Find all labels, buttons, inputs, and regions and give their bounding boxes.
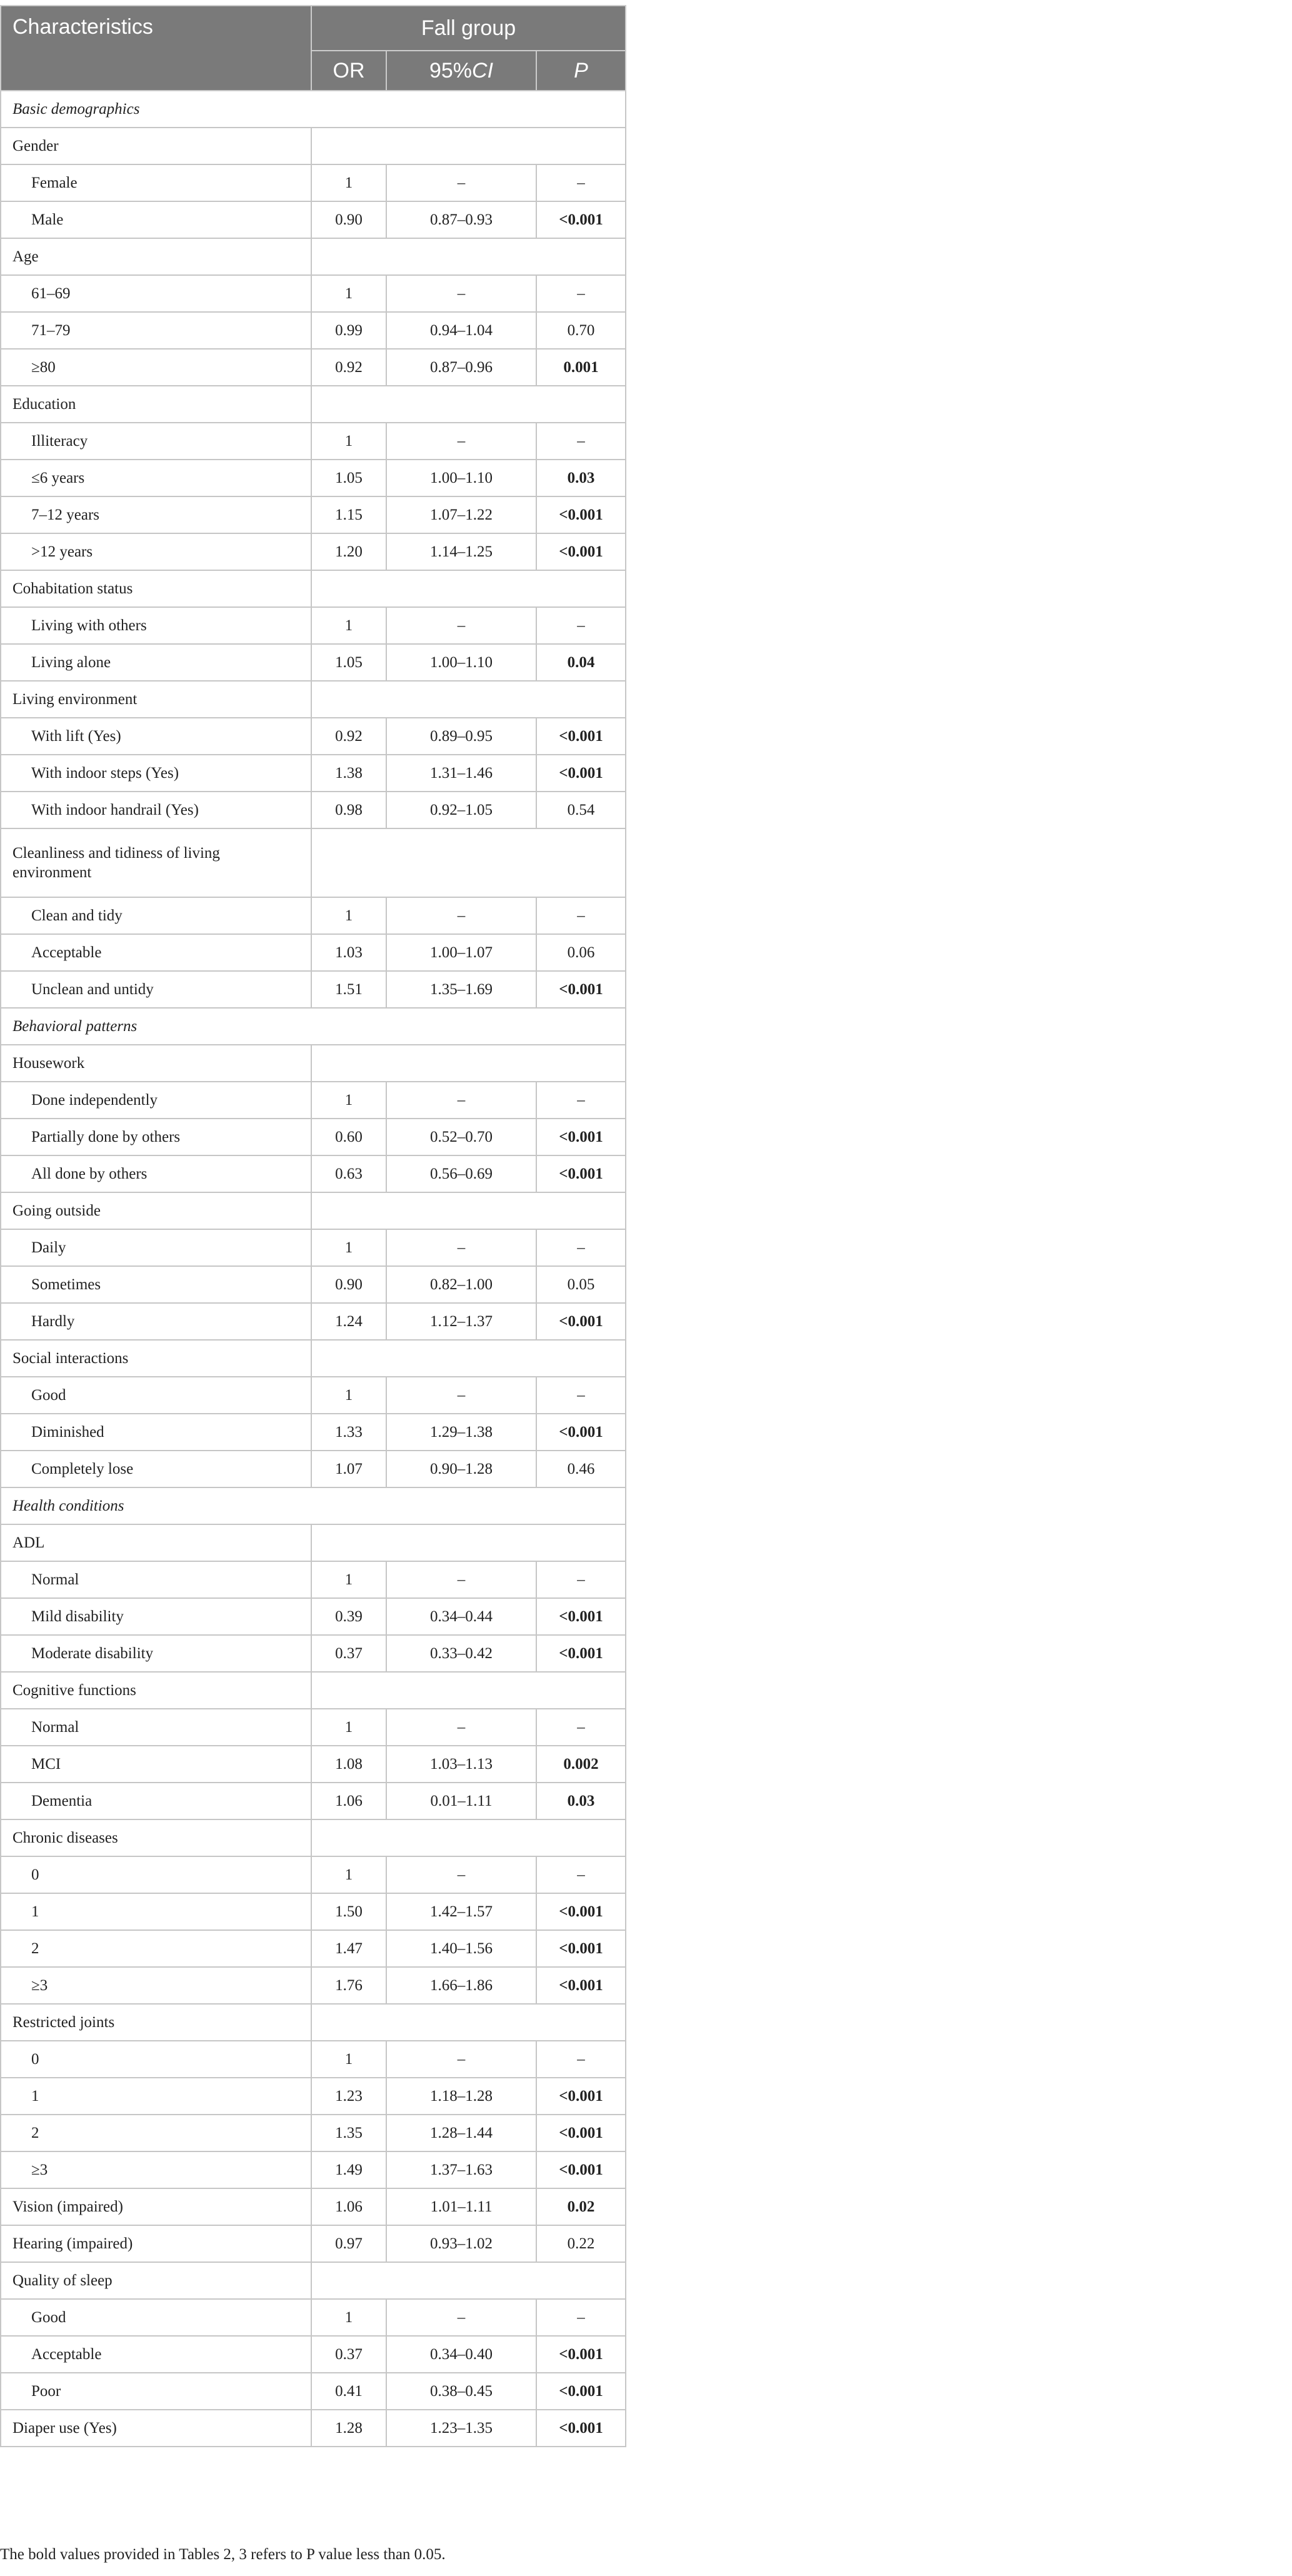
group-blank-cell xyxy=(311,2004,626,2041)
data-row xyxy=(1,1414,626,1451)
data-row xyxy=(1,2336,626,2373)
p-cell: <0.001 xyxy=(536,1635,626,1672)
data-row xyxy=(1,2373,626,2410)
group-row xyxy=(1,238,626,275)
ci-cell: – xyxy=(386,275,536,312)
p-cell: <0.001 xyxy=(536,1155,626,1192)
header-row-1 xyxy=(1,6,626,51)
row-label: 2 xyxy=(1,2115,311,2151)
ci-cell: 1.14–1.25 xyxy=(386,533,536,570)
ci-cell: 1.18–1.28 xyxy=(386,2078,536,2115)
group-blank-cell xyxy=(311,386,626,423)
or-cell: 1.49 xyxy=(311,2151,386,2188)
ci-cell: 0.34–0.44 xyxy=(386,1598,536,1635)
or-cell: 1 xyxy=(311,607,386,644)
or-cell: 1 xyxy=(311,164,386,201)
data-row xyxy=(1,312,626,349)
row-label: Dementia xyxy=(1,1783,311,1819)
data-row xyxy=(1,2041,626,2078)
row-label: Moderate disability xyxy=(1,1635,311,1672)
p-cell: – xyxy=(536,607,626,644)
row-label: Living with others xyxy=(1,607,311,644)
ci-cell: – xyxy=(386,2041,536,2078)
ci-cell: 1.23–1.35 xyxy=(386,2410,536,2447)
p-cell: – xyxy=(536,1856,626,1893)
row-label: 1 xyxy=(1,1893,311,1930)
or-cell: 1.05 xyxy=(311,644,386,681)
section-label: Basic demographics xyxy=(1,91,626,128)
row-label: Completely lose xyxy=(1,1451,311,1487)
ci-cell: 0.90–1.28 xyxy=(386,1451,536,1487)
group-blank-cell xyxy=(311,570,626,607)
data-row xyxy=(1,496,626,533)
results-table-container xyxy=(0,5,625,2447)
group-row xyxy=(1,1524,626,1561)
p-cell: <0.001 xyxy=(536,1119,626,1155)
row-label: Done independently xyxy=(1,1082,311,1119)
p-cell: 0.002 xyxy=(536,1746,626,1783)
row-label: Hardly xyxy=(1,1303,311,1340)
p-cell: – xyxy=(536,1561,626,1598)
header-p: P xyxy=(536,51,626,91)
row-label: Unclean and untidy xyxy=(1,971,311,1008)
or-cell: 1.06 xyxy=(311,1783,386,1819)
p-cell: – xyxy=(536,2041,626,2078)
or-cell: 1.35 xyxy=(311,2115,386,2151)
p-cell: 0.04 xyxy=(536,644,626,681)
table-header xyxy=(1,6,626,91)
or-cell: 1 xyxy=(311,275,386,312)
row-label: Acceptable xyxy=(1,2336,311,2373)
or-cell: 1.20 xyxy=(311,533,386,570)
row-label: Partially done by others xyxy=(1,1119,311,1155)
p-cell: <0.001 xyxy=(536,1303,626,1340)
ci-cell: 1.31–1.46 xyxy=(386,755,536,792)
or-cell: 0.99 xyxy=(311,312,386,349)
ci-cell: – xyxy=(386,2299,536,2336)
data-row xyxy=(1,971,626,1008)
data-row xyxy=(1,1082,626,1119)
ci-cell: – xyxy=(386,1856,536,1893)
group-blank-cell xyxy=(311,828,626,897)
data-row xyxy=(1,1303,626,1340)
row-label: ≥3 xyxy=(1,2151,311,2188)
row-label: With indoor steps (Yes) xyxy=(1,755,311,792)
group-blank-cell xyxy=(311,681,626,718)
data-row xyxy=(1,201,626,238)
ci-cell: 1.29–1.38 xyxy=(386,1414,536,1451)
data-row xyxy=(1,2299,626,2336)
group-label: Education xyxy=(1,386,311,423)
section-row xyxy=(1,1487,626,1524)
ci-cell: 1.37–1.63 xyxy=(386,2151,536,2188)
data-row xyxy=(1,1377,626,1414)
ci-cell: 0.33–0.42 xyxy=(386,1635,536,1672)
section-row xyxy=(1,1008,626,1045)
p-cell: 0.02 xyxy=(536,2188,626,2225)
or-cell: 1.76 xyxy=(311,1967,386,2004)
or-cell: 1 xyxy=(311,1856,386,1893)
header-ci-percent: 95% xyxy=(429,58,473,83)
data-row xyxy=(1,1451,626,1487)
ci-cell: 1.66–1.86 xyxy=(386,1967,536,2004)
p-cell: <0.001 xyxy=(536,2115,626,2151)
or-cell: 0.37 xyxy=(311,2336,386,2373)
or-cell: 0.92 xyxy=(311,349,386,386)
p-cell: <0.001 xyxy=(536,2336,626,2373)
row-label: Female xyxy=(1,164,311,201)
or-cell: 1 xyxy=(311,1561,386,1598)
data-row xyxy=(1,934,626,971)
data-row xyxy=(1,1709,626,1746)
p-cell: <0.001 xyxy=(536,718,626,755)
or-cell: 1.24 xyxy=(311,1303,386,1340)
row-label: >12 years xyxy=(1,533,311,570)
or-cell: 1.08 xyxy=(311,1746,386,1783)
ci-cell: 1.28–1.44 xyxy=(386,2115,536,2151)
ci-cell: 1.00–1.07 xyxy=(386,934,536,971)
row-label: Acceptable xyxy=(1,934,311,971)
ci-cell: 0.87–0.96 xyxy=(386,349,536,386)
data-row xyxy=(1,2151,626,2188)
ci-cell: 0.92–1.05 xyxy=(386,792,536,828)
header-or: OR xyxy=(311,51,386,91)
data-row xyxy=(1,423,626,460)
group-row xyxy=(1,1672,626,1709)
or-cell: 1.28 xyxy=(311,2410,386,2447)
data-row xyxy=(1,897,626,934)
p-cell: – xyxy=(536,275,626,312)
data-row xyxy=(1,2115,626,2151)
data-row xyxy=(1,2078,626,2115)
p-cell: – xyxy=(536,1377,626,1414)
p-cell: – xyxy=(536,1229,626,1266)
data-row xyxy=(1,1746,626,1783)
or-cell: 0.60 xyxy=(311,1119,386,1155)
p-cell: 0.22 xyxy=(536,2225,626,2262)
or-cell: 1.51 xyxy=(311,971,386,1008)
or-cell: 0.98 xyxy=(311,792,386,828)
fall-group-table xyxy=(0,5,626,2447)
row-label: Clean and tidy xyxy=(1,897,311,934)
group-label: ADL xyxy=(1,1524,311,1561)
p-cell: – xyxy=(536,164,626,201)
or-cell: 1 xyxy=(311,1082,386,1119)
data-row xyxy=(1,2188,626,2225)
p-cell: <0.001 xyxy=(536,1930,626,1967)
p-cell: <0.001 xyxy=(536,1967,626,2004)
ci-cell: 0.82–1.00 xyxy=(386,1266,536,1303)
row-label: MCI xyxy=(1,1746,311,1783)
row-label: ≥3 xyxy=(1,1967,311,2004)
ci-cell: – xyxy=(386,1377,536,1414)
p-cell: – xyxy=(536,897,626,934)
table-body xyxy=(1,91,626,2447)
or-cell: 1.06 xyxy=(311,2188,386,2225)
p-cell: – xyxy=(536,2299,626,2336)
row-label: ≤6 years xyxy=(1,460,311,496)
or-cell: 0.90 xyxy=(311,201,386,238)
group-row xyxy=(1,681,626,718)
or-cell: 0.39 xyxy=(311,1598,386,1635)
group-row xyxy=(1,828,626,897)
row-label: Good xyxy=(1,1377,311,1414)
data-row xyxy=(1,718,626,755)
row-label: Male xyxy=(1,201,311,238)
ci-cell: – xyxy=(386,607,536,644)
or-cell: 1 xyxy=(311,2041,386,2078)
p-cell: <0.001 xyxy=(536,1893,626,1930)
row-label: All done by others xyxy=(1,1155,311,1192)
or-cell: 1.15 xyxy=(311,496,386,533)
data-row xyxy=(1,1930,626,1967)
data-row xyxy=(1,1856,626,1893)
table-footnote: The bold values provided in Tables 2, 3 refers to P value less than 0.05. xyxy=(0,2546,446,2563)
ci-cell: 0.52–0.70 xyxy=(386,1119,536,1155)
data-row xyxy=(1,1119,626,1155)
row-label: 1 xyxy=(1,2078,311,2115)
p-cell: <0.001 xyxy=(536,2373,626,2410)
ci-cell: 1.12–1.37 xyxy=(386,1303,536,1340)
ci-cell: 1.07–1.22 xyxy=(386,496,536,533)
row-label: Good xyxy=(1,2299,311,2336)
data-row xyxy=(1,1229,626,1266)
p-cell: <0.001 xyxy=(536,201,626,238)
p-cell: <0.001 xyxy=(536,533,626,570)
or-cell: 1.33 xyxy=(311,1414,386,1451)
row-label: Normal xyxy=(1,1709,311,1746)
p-cell: <0.001 xyxy=(536,2078,626,2115)
or-cell: 0.97 xyxy=(311,2225,386,2262)
p-cell: <0.001 xyxy=(536,1414,626,1451)
p-cell: 0.001 xyxy=(536,349,626,386)
group-label: Restricted joints xyxy=(1,2004,311,2041)
group-label: Social interactions xyxy=(1,1340,311,1377)
p-cell: <0.001 xyxy=(536,1598,626,1635)
group-blank-cell xyxy=(311,1524,626,1561)
or-cell: 0.90 xyxy=(311,1266,386,1303)
header-characteristics: Characteristics xyxy=(1,6,311,91)
p-cell: 0.03 xyxy=(536,1783,626,1819)
or-cell: 0.41 xyxy=(311,2373,386,2410)
group-row xyxy=(1,386,626,423)
ci-cell: 0.94–1.04 xyxy=(386,312,536,349)
ci-cell: 1.01–1.11 xyxy=(386,2188,536,2225)
p-cell: <0.001 xyxy=(536,2151,626,2188)
row-label: Mild disability xyxy=(1,1598,311,1635)
or-cell: 1 xyxy=(311,1709,386,1746)
data-row xyxy=(1,1783,626,1819)
p-cell: – xyxy=(536,1082,626,1119)
row-label: Poor xyxy=(1,2373,311,2410)
data-row xyxy=(1,533,626,570)
row-label: With lift (Yes) xyxy=(1,718,311,755)
or-cell: 0.92 xyxy=(311,718,386,755)
ci-cell: 1.00–1.10 xyxy=(386,460,536,496)
p-cell: <0.001 xyxy=(536,2410,626,2447)
group-row xyxy=(1,570,626,607)
group-row xyxy=(1,1340,626,1377)
row-label: ≥80 xyxy=(1,349,311,386)
p-cell: 0.03 xyxy=(536,460,626,496)
or-cell: 1 xyxy=(311,1229,386,1266)
row-label: 71–79 xyxy=(1,312,311,349)
data-row xyxy=(1,275,626,312)
ci-cell: – xyxy=(386,164,536,201)
ci-cell: – xyxy=(386,1082,536,1119)
or-cell: 0.63 xyxy=(311,1155,386,1192)
group-blank-cell xyxy=(311,238,626,275)
group-blank-cell xyxy=(311,1819,626,1856)
section-row xyxy=(1,91,626,128)
data-row xyxy=(1,1561,626,1598)
data-row xyxy=(1,164,626,201)
or-cell: 1.38 xyxy=(311,755,386,792)
group-blank-cell xyxy=(311,1672,626,1709)
ci-cell: 0.56–0.69 xyxy=(386,1155,536,1192)
group-blank-cell xyxy=(311,1192,626,1229)
group-label: Cleanliness and tidiness of living environment xyxy=(1,828,311,897)
data-row xyxy=(1,460,626,496)
section-label: Behavioral patterns xyxy=(1,1008,626,1045)
or-cell: 1 xyxy=(311,897,386,934)
row-label: Living alone xyxy=(1,644,311,681)
data-row xyxy=(1,607,626,644)
row-label: Illiteracy xyxy=(1,423,311,460)
p-cell: 0.46 xyxy=(536,1451,626,1487)
group-row xyxy=(1,1045,626,1082)
row-label: Vision (impaired) xyxy=(1,2188,311,2225)
ci-cell: 1.00–1.10 xyxy=(386,644,536,681)
group-row xyxy=(1,1819,626,1856)
ci-cell: 0.01–1.11 xyxy=(386,1783,536,1819)
or-cell: 1.03 xyxy=(311,934,386,971)
p-cell: 0.06 xyxy=(536,934,626,971)
group-blank-cell xyxy=(311,2262,626,2299)
group-row xyxy=(1,2262,626,2299)
data-row xyxy=(1,1967,626,2004)
ci-cell: 1.35–1.69 xyxy=(386,971,536,1008)
data-row xyxy=(1,2410,626,2447)
row-label: 61–69 xyxy=(1,275,311,312)
p-cell: <0.001 xyxy=(536,755,626,792)
group-label: Housework xyxy=(1,1045,311,1082)
ci-cell: 1.40–1.56 xyxy=(386,1930,536,1967)
or-cell: 1 xyxy=(311,423,386,460)
data-row xyxy=(1,2225,626,2262)
ci-cell: – xyxy=(386,897,536,934)
group-label: Going outside xyxy=(1,1192,311,1229)
or-cell: 1.05 xyxy=(311,460,386,496)
group-row xyxy=(1,2004,626,2041)
ci-cell: 0.34–0.40 xyxy=(386,2336,536,2373)
data-row xyxy=(1,1893,626,1930)
group-blank-cell xyxy=(311,1045,626,1082)
section-label: Health conditions xyxy=(1,1487,626,1524)
data-row xyxy=(1,1635,626,1672)
group-row xyxy=(1,128,626,164)
ci-cell: – xyxy=(386,1709,536,1746)
row-label: Hearing (impaired) xyxy=(1,2225,311,2262)
data-row xyxy=(1,792,626,828)
p-cell: 0.70 xyxy=(536,312,626,349)
ci-cell: 0.89–0.95 xyxy=(386,718,536,755)
data-row xyxy=(1,349,626,386)
or-cell: 1.50 xyxy=(311,1893,386,1930)
p-cell: <0.001 xyxy=(536,971,626,1008)
row-label: With indoor handrail (Yes) xyxy=(1,792,311,828)
ci-cell: 0.87–0.93 xyxy=(386,201,536,238)
header-ci xyxy=(386,51,536,91)
ci-cell: 0.38–0.45 xyxy=(386,2373,536,2410)
p-cell: 0.05 xyxy=(536,1266,626,1303)
group-label: Gender xyxy=(1,128,311,164)
ci-cell: – xyxy=(386,1229,536,1266)
row-label: 2 xyxy=(1,1930,311,1967)
row-label: 0 xyxy=(1,1856,311,1893)
or-cell: 1 xyxy=(311,1377,386,1414)
group-blank-cell xyxy=(311,128,626,164)
row-label: Diminished xyxy=(1,1414,311,1451)
ci-cell: 1.03–1.13 xyxy=(386,1746,536,1783)
group-label: Chronic diseases xyxy=(1,1819,311,1856)
p-cell: <0.001 xyxy=(536,496,626,533)
data-row xyxy=(1,1598,626,1635)
data-row xyxy=(1,1155,626,1192)
group-blank-cell xyxy=(311,1340,626,1377)
data-row xyxy=(1,755,626,792)
row-label: Normal xyxy=(1,1561,311,1598)
ci-cell: 0.93–1.02 xyxy=(386,2225,536,2262)
group-label: Age xyxy=(1,238,311,275)
group-label: Quality of sleep xyxy=(1,2262,311,2299)
row-label: Diaper use (Yes) xyxy=(1,2410,311,2447)
ci-cell: – xyxy=(386,423,536,460)
p-cell: – xyxy=(536,423,626,460)
data-row xyxy=(1,644,626,681)
or-cell: 1.23 xyxy=(311,2078,386,2115)
group-label: Living environment xyxy=(1,681,311,718)
p-cell: – xyxy=(536,1709,626,1746)
group-label: Cohabitation status xyxy=(1,570,311,607)
row-label: 7–12 years xyxy=(1,496,311,533)
row-label: Sometimes xyxy=(1,1266,311,1303)
p-cell: 0.54 xyxy=(536,792,626,828)
or-cell: 1 xyxy=(311,2299,386,2336)
row-label: Daily xyxy=(1,1229,311,1266)
group-row xyxy=(1,1192,626,1229)
ci-cell: – xyxy=(386,1561,536,1598)
header-fall-group: Fall group xyxy=(311,6,626,51)
ci-cell: 1.42–1.57 xyxy=(386,1893,536,1930)
header-ci-italic: CI xyxy=(472,58,494,83)
or-cell: 0.37 xyxy=(311,1635,386,1672)
group-label: Cognitive functions xyxy=(1,1672,311,1709)
data-row xyxy=(1,1266,626,1303)
or-cell: 1.47 xyxy=(311,1930,386,1967)
row-label: 0 xyxy=(1,2041,311,2078)
or-cell: 1.07 xyxy=(311,1451,386,1487)
